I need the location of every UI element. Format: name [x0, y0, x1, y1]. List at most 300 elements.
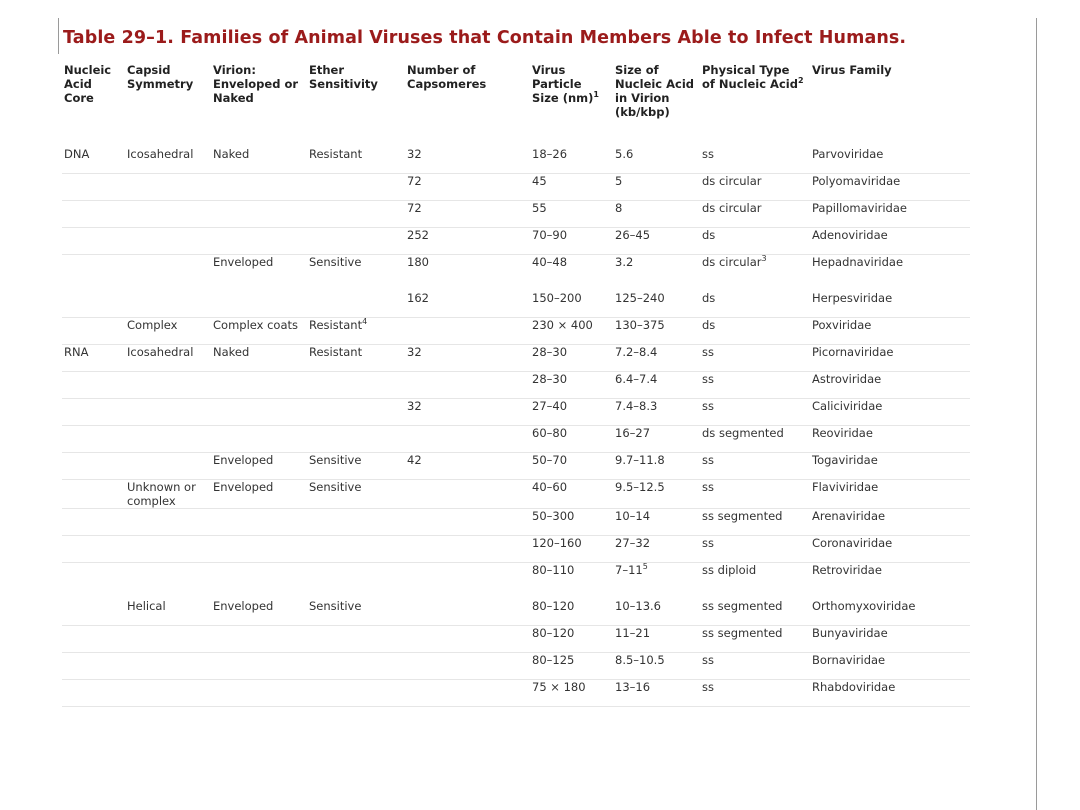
cell-text: 130–375 [615, 318, 665, 332]
table-row [62, 201, 970, 228]
cell-text: ds [702, 228, 716, 242]
header-text: Size of Nucleic Acid in Virion (kb/kbp) [615, 63, 695, 119]
right-rule [1036, 18, 1037, 810]
ether-sensitivity-cell [307, 147, 405, 174]
capsid-symmetry-cell [125, 453, 211, 480]
virion-cell [211, 680, 307, 707]
cell-text: Helical [127, 599, 166, 613]
header-text: Virion: Enveloped or Naked [213, 63, 299, 105]
capsomeres-cell [405, 147, 530, 174]
nucleic-acid-type-cell [700, 255, 810, 282]
nucleic-acid-type-cell [700, 426, 810, 453]
table-row [62, 536, 970, 563]
header-text: Capsid Symmetry [127, 63, 194, 91]
table-body [62, 147, 970, 707]
virion-cell [211, 509, 307, 536]
nucleic-acid-type-cell [700, 318, 810, 345]
nucleic-acid-type-cell [700, 589, 810, 626]
cell-text: 32 [407, 399, 422, 413]
cell-text: 5.6 [615, 147, 634, 161]
cell-text: 45 [532, 174, 547, 188]
ether-sensitivity-cell [307, 653, 405, 680]
nucleic-acid-type-cell [700, 563, 810, 590]
capsomeres-cell [405, 453, 530, 480]
cell-text: Flaviviridae [812, 480, 879, 494]
nucleic-acid-core-cell [62, 680, 125, 707]
cell-text: Icosahedral [127, 345, 194, 359]
ether-sensitivity-cell [307, 174, 405, 201]
virion-cell [211, 318, 307, 345]
virion-cell [211, 345, 307, 372]
cell-text: Caliciviridae [812, 399, 883, 413]
ether-sensitivity-cell [307, 281, 405, 318]
nucleic-acid-core-cell [62, 563, 125, 590]
capsomeres-cell [405, 201, 530, 228]
capsid-symmetry-cell [125, 318, 211, 345]
virus-family-cell [810, 563, 970, 590]
cell-text: Orthomyxoviridae [812, 599, 916, 613]
header-text: Virus Particle Size (nm) [532, 63, 594, 105]
capsid-symmetry-cell [125, 372, 211, 399]
cell-text: 16–27 [615, 426, 651, 440]
cell-text: 28–30 [532, 372, 568, 386]
table-row [62, 228, 970, 255]
cell-text: Poxviridae [812, 318, 872, 332]
cell-text: ss diploid [702, 563, 757, 577]
virus-family-cell [810, 653, 970, 680]
cell-text: Enveloped [213, 599, 274, 613]
particle-size-cell [530, 453, 613, 480]
particle-size-cell [530, 255, 613, 282]
cell-text: 9.5–12.5 [615, 480, 665, 494]
capsid-symmetry-cell [125, 201, 211, 228]
nucleic-acid-type-cell [700, 281, 810, 318]
virus-family-cell [810, 453, 970, 480]
ether-sensitivity-header [307, 63, 405, 147]
cell-text: Complex [127, 318, 178, 332]
virion-cell [211, 536, 307, 563]
nucleic-acid-size-cell [613, 174, 700, 201]
cell-text: ds circular [702, 201, 762, 215]
cell-text: Resistant [309, 345, 363, 359]
virus-family-cell [810, 680, 970, 707]
table-row [62, 589, 970, 626]
particle-size-cell [530, 589, 613, 626]
cell-text: Papillomaviridae [812, 201, 907, 215]
table-row [62, 626, 970, 653]
cell-text: Sensitive [309, 480, 362, 494]
cell-text: ss [702, 147, 714, 161]
capsomeres-cell [405, 318, 530, 345]
nucleic-acid-core-cell [62, 653, 125, 680]
footnote-marker: 5 [642, 562, 648, 572]
nucleic-acid-core-cell [62, 399, 125, 426]
cell-text: 72 [407, 201, 422, 215]
cell-text: ss [702, 480, 714, 494]
cell-text: Sensitive [309, 453, 362, 467]
cell-text: 150–200 [532, 291, 582, 305]
cell-text: Adenoviridae [812, 228, 888, 242]
cell-text: ss [702, 399, 714, 413]
capsid-symmetry-cell [125, 426, 211, 453]
cell-text: Togaviridae [812, 453, 878, 467]
cell-text: ds segmented [702, 426, 784, 440]
nucleic-acid-core-cell [62, 453, 125, 480]
table-row [62, 345, 970, 372]
header-text: Number of Capsomeres [407, 63, 487, 91]
footnote-marker: 1 [593, 90, 599, 100]
cell-text: 5 [615, 174, 623, 188]
cell-text: ss segmented [702, 626, 783, 640]
capsomeres-cell [405, 536, 530, 563]
cell-text: 8.5–10.5 [615, 653, 665, 667]
particle-size-cell [530, 563, 613, 590]
cell-text: Coronaviridae [812, 536, 893, 550]
cell-text: 80–120 [532, 626, 575, 640]
cell-text: Complex coats [213, 318, 299, 332]
nucleic-acid-core-cell [62, 318, 125, 345]
nucleic-acid-size-cell [613, 453, 700, 480]
nucleic-acid-core-header [62, 63, 125, 147]
cell-text: Picornaviridae [812, 345, 894, 359]
nucleic-acid-size-header [613, 63, 700, 147]
cell-text: ds circular [702, 255, 762, 269]
cell-text: 80–120 [532, 599, 575, 613]
capsid-symmetry-cell [125, 228, 211, 255]
capsomeres-cell [405, 680, 530, 707]
particle-size-cell [530, 228, 613, 255]
cell-text: 40–48 [532, 255, 568, 269]
particle-size-cell [530, 680, 613, 707]
nucleic-acid-size-cell [613, 147, 700, 174]
cell-text: ss segmented [702, 509, 783, 523]
capsomeres-cell [405, 228, 530, 255]
cell-text: Bunyaviridae [812, 626, 888, 640]
nucleic-acid-core-cell [62, 626, 125, 653]
cell-text: 55 [532, 201, 547, 215]
virion-cell [211, 281, 307, 318]
particle-size-cell [530, 399, 613, 426]
capsomeres-cell [405, 174, 530, 201]
nucleic-acid-core-cell [62, 509, 125, 536]
nucleic-acid-size-cell [613, 536, 700, 563]
table-row [62, 653, 970, 680]
cell-text: Resistant [309, 318, 363, 332]
nucleic-acid-type-cell [700, 680, 810, 707]
cell-text: 27–32 [615, 536, 651, 550]
ether-sensitivity-cell [307, 255, 405, 282]
ether-sensitivity-cell [307, 345, 405, 372]
cell-text: 162 [407, 291, 429, 305]
cell-text: Naked [213, 147, 250, 161]
capsomeres-cell [405, 626, 530, 653]
cell-text: ds [702, 318, 716, 332]
nucleic-acid-size-cell [613, 399, 700, 426]
virus-family-cell [810, 480, 970, 509]
cell-text: Sensitive [309, 255, 362, 269]
virus-family-header [810, 63, 970, 147]
virion-cell [211, 372, 307, 399]
cell-text: 26–45 [615, 228, 651, 242]
table-row [62, 399, 970, 426]
table-row [62, 453, 970, 480]
virus-family-cell [810, 426, 970, 453]
cell-text: ss [702, 653, 714, 667]
virion-cell [211, 453, 307, 480]
virus-family-cell [810, 147, 970, 174]
cell-text: Enveloped [213, 480, 274, 494]
cell-text: 180 [407, 255, 429, 269]
capsid-symmetry-cell [125, 563, 211, 590]
cell-text: ss segmented [702, 599, 783, 613]
cell-text: Retroviridae [812, 563, 882, 577]
cell-text: ss [702, 453, 714, 467]
cell-text: 27–40 [532, 399, 568, 413]
cell-text: Rhabdoviridae [812, 680, 896, 694]
capsomeres-cell [405, 653, 530, 680]
ether-sensitivity-cell [307, 536, 405, 563]
capsomeres-cell [405, 399, 530, 426]
capsomeres-cell [405, 589, 530, 626]
nucleic-acid-size-cell [613, 653, 700, 680]
header-text: Physical Type of Nucleic Acid [702, 63, 798, 91]
cell-text: 120–160 [532, 536, 582, 550]
cell-text: 13–16 [615, 680, 651, 694]
nucleic-acid-size-cell [613, 372, 700, 399]
ether-sensitivity-cell [307, 480, 405, 509]
cell-text: 32 [407, 147, 422, 161]
header-text: Virus Family [812, 63, 892, 77]
capsid-symmetry-cell [125, 480, 211, 509]
cell-text: 32 [407, 345, 422, 359]
capsid-symmetry-cell [125, 255, 211, 282]
nucleic-acid-type-cell [700, 201, 810, 228]
ether-sensitivity-cell [307, 318, 405, 345]
capsid-symmetry-cell [125, 536, 211, 563]
nucleic-acid-type-cell [700, 653, 810, 680]
capsid-symmetry-cell [125, 281, 211, 318]
cell-text: ds [702, 291, 716, 305]
particle-size-cell [530, 480, 613, 509]
nucleic-acid-type-header [700, 63, 810, 147]
cell-text: 3.2 [615, 255, 634, 269]
virus-family-cell [810, 345, 970, 372]
virus-family-cell [810, 399, 970, 426]
ether-sensitivity-cell [307, 453, 405, 480]
cell-text: 72 [407, 174, 422, 188]
capsid-symmetry-cell [125, 399, 211, 426]
nucleic-acid-type-cell [700, 626, 810, 653]
cell-text: 7–11 [615, 563, 643, 577]
cell-text: Hepadnaviridae [812, 255, 904, 269]
nucleic-acid-core-cell [62, 201, 125, 228]
virus-family-cell [810, 228, 970, 255]
nucleic-acid-size-cell [613, 281, 700, 318]
particle-size-cell [530, 653, 613, 680]
cell-text: Reoviridae [812, 426, 873, 440]
footnote-marker: 3 [761, 254, 767, 264]
table-row [62, 563, 970, 590]
nucleic-acid-size-cell [613, 318, 700, 345]
cell-text: 70–90 [532, 228, 568, 242]
capsid-symmetry-cell [125, 653, 211, 680]
table-row [62, 480, 970, 509]
cell-text: 80–110 [532, 563, 575, 577]
cell-text: 50–300 [532, 509, 575, 523]
cell-text: 28–30 [532, 345, 568, 359]
virion-cell [211, 653, 307, 680]
virion-cell [211, 589, 307, 626]
virion-cell [211, 147, 307, 174]
virion-cell [211, 626, 307, 653]
nucleic-acid-size-cell [613, 509, 700, 536]
particle-size-cell [530, 201, 613, 228]
virus-family-cell [810, 372, 970, 399]
cell-text: Parvoviridae [812, 147, 884, 161]
ether-sensitivity-cell [307, 626, 405, 653]
particle-size-cell [530, 536, 613, 563]
cell-text: 50–70 [532, 453, 568, 467]
virus-family-cell [810, 626, 970, 653]
nucleic-acid-type-cell [700, 480, 810, 509]
table-row [62, 147, 970, 174]
capsomeres-cell [405, 480, 530, 509]
nucleic-acid-size-cell [613, 563, 700, 590]
header-row [62, 63, 970, 147]
ether-sensitivity-cell [307, 680, 405, 707]
capsid-symmetry-cell [125, 345, 211, 372]
capsid-symmetry-cell [125, 680, 211, 707]
ether-sensitivity-cell [307, 399, 405, 426]
virus-family-cell [810, 281, 970, 318]
virus-family-cell [810, 174, 970, 201]
cell-text: Herpesviridae [812, 291, 893, 305]
nucleic-acid-type-cell [700, 509, 810, 536]
nucleic-acid-core-cell [62, 147, 125, 174]
table-title: Table 29–1. Families of Animal Viruses that Contain Members Able to Infect Humans. [63, 28, 907, 48]
virus-family-cell [810, 589, 970, 626]
cell-text: Polyomaviridae [812, 174, 901, 188]
virion-cell [211, 399, 307, 426]
particle-size-cell [530, 426, 613, 453]
particle-size-header [530, 63, 613, 147]
virion-cell [211, 426, 307, 453]
cell-text: ds circular [702, 174, 762, 188]
cell-text: 8 [615, 201, 623, 215]
cell-text: Enveloped [213, 453, 274, 467]
nucleic-acid-size-cell [613, 626, 700, 653]
table-row [62, 426, 970, 453]
virus-family-cell [810, 255, 970, 282]
particle-size-cell [530, 281, 613, 318]
cell-text: DNA [64, 147, 90, 161]
ether-sensitivity-cell [307, 563, 405, 590]
cell-text: Astroviridae [812, 372, 882, 386]
table-row [62, 509, 970, 536]
nucleic-acid-size-cell [613, 589, 700, 626]
nucleic-acid-type-cell [700, 345, 810, 372]
capsomeres-header [405, 63, 530, 147]
cell-text: Unknown or complex [127, 480, 196, 508]
cell-text: ss [702, 536, 714, 550]
nucleic-acid-type-cell [700, 147, 810, 174]
cell-text: 7.2–8.4 [615, 345, 658, 359]
nucleic-acid-type-cell [700, 372, 810, 399]
capsomeres-cell [405, 509, 530, 536]
table-row [62, 372, 970, 399]
cell-text: 10–13.6 [615, 599, 661, 613]
table-row [62, 318, 970, 345]
cell-text: 230 × 400 [532, 318, 593, 332]
cell-text: RNA [64, 345, 89, 359]
header-text: Nucleic Acid Core [64, 63, 112, 105]
cell-text: 11–21 [615, 626, 651, 640]
nucleic-acid-core-cell [62, 228, 125, 255]
ether-sensitivity-cell [307, 509, 405, 536]
nucleic-acid-size-cell [613, 255, 700, 282]
cell-text: Sensitive [309, 599, 362, 613]
cell-text: Naked [213, 345, 250, 359]
virion-header [211, 63, 307, 147]
table-row [62, 174, 970, 201]
capsid-symmetry-cell [125, 147, 211, 174]
capsomeres-cell [405, 345, 530, 372]
cell-text: 60–80 [532, 426, 568, 440]
virion-cell [211, 255, 307, 282]
cell-text: 6.4–7.4 [615, 372, 658, 386]
cell-text: 18–26 [532, 147, 568, 161]
particle-size-cell [530, 509, 613, 536]
cell-text: 9.7–11.8 [615, 453, 665, 467]
capsomeres-cell [405, 426, 530, 453]
nucleic-acid-size-cell [613, 201, 700, 228]
ether-sensitivity-cell [307, 228, 405, 255]
capsid-symmetry-cell [125, 509, 211, 536]
capsomeres-cell [405, 281, 530, 318]
particle-size-cell [530, 147, 613, 174]
nucleic-acid-size-cell [613, 480, 700, 509]
particle-size-cell [530, 174, 613, 201]
cell-text: 7.4–8.3 [615, 399, 658, 413]
ether-sensitivity-cell [307, 426, 405, 453]
cell-text: Icosahedral [127, 147, 194, 161]
nucleic-acid-type-cell [700, 536, 810, 563]
cell-text: Enveloped [213, 255, 274, 269]
nucleic-acid-core-cell [62, 345, 125, 372]
cell-text: 252 [407, 228, 429, 242]
nucleic-acid-core-cell [62, 536, 125, 563]
cell-text: 125–240 [615, 291, 665, 305]
virion-cell [211, 174, 307, 201]
virion-cell [211, 563, 307, 590]
nucleic-acid-core-cell [62, 372, 125, 399]
ether-sensitivity-cell [307, 201, 405, 228]
virion-cell [211, 228, 307, 255]
nucleic-acid-core-cell [62, 480, 125, 509]
nucleic-acid-core-cell [62, 281, 125, 318]
nucleic-acid-core-cell [62, 589, 125, 626]
virus-family-cell [810, 536, 970, 563]
cell-text: ss [702, 345, 714, 359]
capsomeres-cell [405, 255, 530, 282]
virus-family-cell [810, 509, 970, 536]
nucleic-acid-core-cell [62, 174, 125, 201]
particle-size-cell [530, 626, 613, 653]
cell-text: ss [702, 680, 714, 694]
table-row [62, 680, 970, 707]
virion-cell [211, 201, 307, 228]
capsid-symmetry-cell [125, 626, 211, 653]
